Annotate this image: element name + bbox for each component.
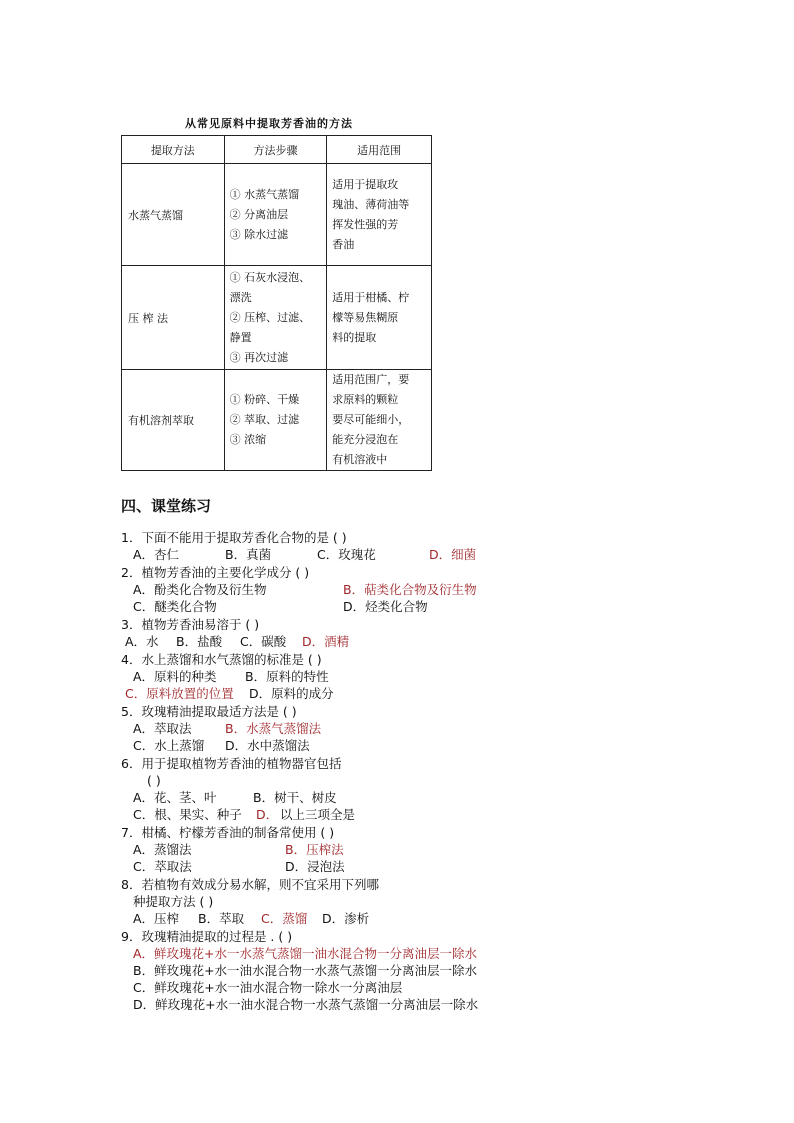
question-2-option-a: A．酚类化合物及衍生物 — [133, 582, 267, 597]
step-line: ② 分离油层 — [229, 207, 289, 221]
question-9-option-d: D．鲜玫瑰花+水一油水混合物一水蒸气蒸馏一分离油层一除水 — [133, 997, 479, 1012]
method-scope — [327, 266, 432, 370]
question-2-option-d: D．烃类化合物 — [343, 599, 428, 614]
question-6-option-d: 以上三项全是 — [280, 807, 356, 822]
question-5-option-b: B．水蒸气蒸馏法 — [225, 721, 322, 736]
scope-line: 檬等易焦糊原 — [332, 310, 399, 324]
scope-line: 香油 — [332, 237, 355, 251]
scope-line: 有机溶液中 — [332, 453, 388, 466]
question-1-option-c: C．玫瑰花 — [317, 547, 376, 562]
question-3-option-c: C．碳酸 — [240, 634, 287, 649]
header-steps: 方法步骤 — [224, 136, 327, 164]
question-8-option-d: D．渗析 — [322, 911, 370, 926]
step-line: ① 粉碎、干燥 — [229, 393, 300, 406]
question-2-stem: 2．植物芳香油的主要化学成分 ( ) — [121, 565, 310, 580]
question-2-option-b: B．萜类化合物及衍生物 — [343, 582, 477, 597]
question-1-option-d: D．细菌 — [429, 547, 477, 562]
scope-line: 瑰油、薄荷油等 — [332, 197, 410, 211]
table-row — [122, 370, 432, 471]
question-4-option-a: A．原料的种类 — [133, 669, 217, 684]
method-scope — [327, 370, 432, 471]
method-name: 压 榨 法 — [122, 266, 225, 370]
question-4-option-c: C．原料放置的位置 — [125, 686, 234, 701]
question-5-option-a: A．萃取法 — [133, 721, 192, 736]
question-4-stem: 4．水上蒸馏和水气蒸馏的标准是 ( ) — [121, 652, 322, 667]
scope-line: 能充分浸泡在 — [332, 433, 399, 446]
question-8-option-b: B．萃取 — [198, 911, 245, 926]
extraction-methods-table — [121, 135, 432, 471]
method-scope — [327, 164, 432, 266]
table-header-row — [122, 136, 432, 164]
header-scope: 适用范围 — [327, 136, 432, 164]
method-name: 有机溶剂萃取 — [122, 370, 225, 471]
question-7-option-d: D．浸泡法 — [285, 859, 345, 874]
question-9-option-b: B．鲜玫瑰花+水一油水混合物一水蒸气蒸馏一分离油层一除水 — [133, 963, 478, 978]
question-5-option-d: D．水中蒸馏法 — [225, 738, 310, 753]
question-6-option-b: B．树干、树皮 — [253, 790, 337, 805]
question-6-option-a: A．花、茎、叶 — [133, 790, 217, 805]
method-steps — [224, 370, 327, 471]
question-3-option-d: D．酒精 — [302, 634, 350, 649]
question-8-option-c: C．蒸馏 — [261, 911, 308, 926]
question-3-option-b: B．盐酸 — [176, 634, 223, 649]
question-6-stem: 6．用于提取植物芳香油的植物器官包括 — [121, 756, 342, 771]
question-5-option-c: C．水上蒸馏 — [133, 738, 205, 753]
scope-line: 适用于提取玫 — [332, 177, 399, 191]
step-line: 静置 — [229, 330, 252, 344]
question-7-option-a: A．蒸馏法 — [133, 842, 192, 857]
question-9-option-c: C．鲜玫瑰花+水一油水混合物一除水一分离油层 — [133, 980, 403, 995]
method-steps — [224, 164, 327, 266]
section-title: 四、课堂练习 — [121, 497, 212, 515]
step-line: ① 石灰水浸泡、 — [229, 270, 311, 284]
question-3-option-a: A．水 — [125, 634, 159, 649]
question-6-option-d-letter: D． — [256, 807, 279, 822]
scope-line: 要尽可能细小， — [332, 413, 410, 426]
question-9-stem: 9．玫瑰精油提取的过程是 . ( ) — [121, 929, 293, 944]
step-line: ② 压榨、过滤、 — [229, 310, 311, 324]
question-3-stem: 3．植物芳香油易溶于 ( ) — [121, 617, 260, 632]
question-6-paren: ( ) — [147, 773, 161, 788]
question-7-stem: 7．柑橘、柠檬芳香油的制备常使用 ( ) — [121, 825, 335, 840]
step-line: ③ 除水过滤 — [229, 227, 289, 241]
method-steps — [224, 266, 327, 370]
step-line: ③ 再次过滤 — [229, 350, 289, 364]
scope-line: 求原料的颗粒 — [332, 393, 399, 406]
question-4-option-d: D．原料的成分 — [249, 686, 334, 701]
step-line: ③ 浓缩 — [229, 433, 267, 446]
table-row — [122, 266, 432, 370]
question-8-option-a: A．压榨 — [133, 911, 180, 926]
question-8-stem-continued: 种提取方法 ( ) — [133, 894, 214, 909]
table-caption: 从常见原料中提取芳香油的方法 — [185, 117, 353, 130]
scope-line: 料的提取 — [332, 330, 377, 344]
question-1-option-b: B．真菌 — [225, 547, 272, 562]
step-line: ② 萃取、过滤 — [229, 413, 300, 426]
question-9-option-a: A．鲜玫瑰花+水一水蒸气蒸馏一油水混合物一分离油层一除水 — [133, 946, 478, 961]
question-2-option-c: C．醚类化合物 — [133, 599, 217, 614]
step-line: 漂洗 — [229, 290, 252, 304]
method-name: 水蒸气蒸馏 — [122, 164, 225, 266]
question-7-option-c: C．萃取法 — [133, 859, 192, 874]
scope-line: 挥发性强的芳 — [332, 217, 399, 231]
scope-line: 适用于柑橘、柠 — [332, 290, 410, 304]
question-4-option-b: B．原料的特性 — [245, 669, 329, 684]
question-8-stem: 8．若植物有效成分易水解，则不宜采用下列哪 — [121, 877, 379, 892]
table-row — [122, 164, 432, 266]
question-7-option-b: B．压榨法 — [285, 842, 344, 857]
scope-line: 适用范围广，要 — [332, 373, 410, 386]
question-1-option-a: A．杏仁 — [133, 547, 180, 562]
question-1-stem: 1．下面不能用于提取芳香化合物的是 ( ) — [121, 530, 347, 545]
step-line: ① 水蒸气蒸馏 — [229, 187, 300, 201]
question-5-stem: 5．玫瑰精油提取最适方法是 ( ) — [121, 704, 297, 719]
header-method: 提取方法 — [122, 136, 225, 164]
question-6-option-c: C．根、果实、种子 — [133, 807, 242, 822]
